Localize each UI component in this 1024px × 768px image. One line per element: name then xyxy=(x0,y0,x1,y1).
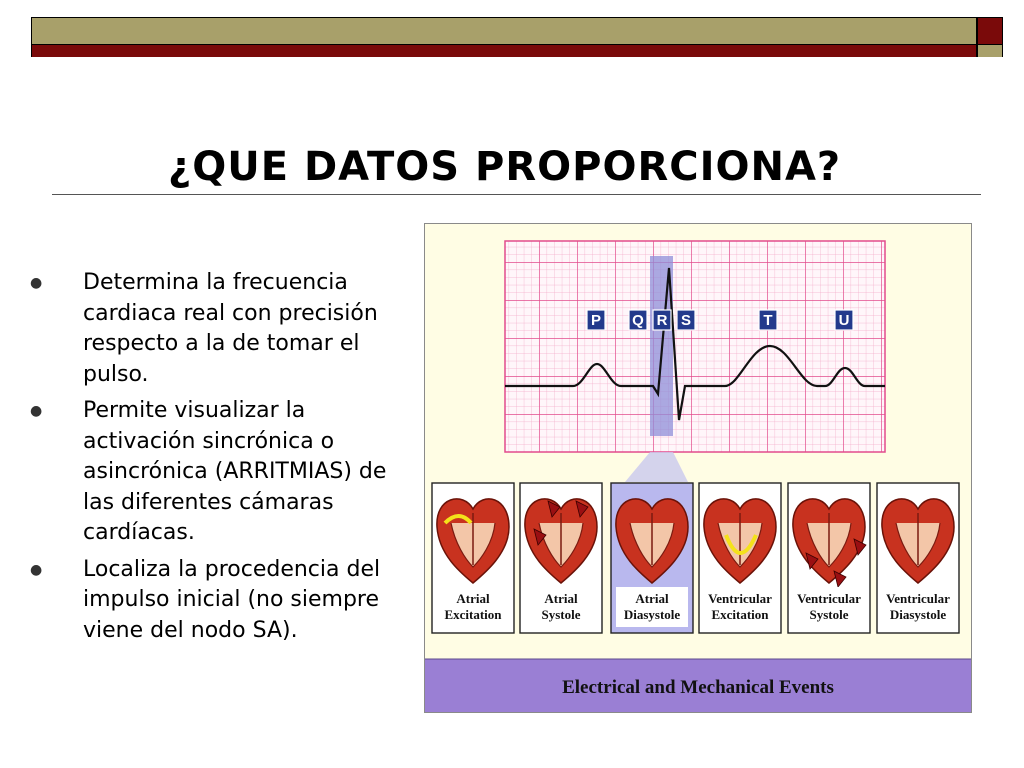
bullet-dot-icon: ● xyxy=(30,403,43,419)
panel-label-line2: Systole xyxy=(541,607,581,622)
heart-panel xyxy=(788,483,870,633)
bullet-item xyxy=(30,268,422,390)
header-olive-stripe xyxy=(32,18,976,45)
ecg-figure-svg xyxy=(425,224,971,712)
panel-label-line1: Atrial xyxy=(544,591,578,606)
bullet-text: Permite visualizar la activación sincrónica o asincrónica (ARRITMIAS) de las diferentes cámaras cardíacas. xyxy=(83,398,387,545)
wave-r-label: R xyxy=(656,312,668,329)
slide-title: ¿QUE DATOS PROPORCIONA? xyxy=(168,144,842,190)
heart-panel xyxy=(520,483,602,633)
corner-olive-stripe xyxy=(978,45,1002,57)
ecg-figure xyxy=(424,223,972,713)
heart-panel xyxy=(432,483,514,633)
bullet-item xyxy=(30,555,422,647)
panel-label-line2: Diasystole xyxy=(623,607,681,622)
panel-label-line1: Ventricular xyxy=(708,591,772,606)
heart-panel xyxy=(699,483,781,633)
heart-panel xyxy=(877,483,959,633)
wave-s-label: S xyxy=(680,312,692,329)
bullet-text: Localiza la procedencia del impulso inicial (no siempre viene del nodo SA). xyxy=(83,556,381,643)
heart-panel xyxy=(611,483,693,633)
figure-caption: Electrical and Mechanical Events xyxy=(562,677,834,698)
header-decor-band xyxy=(31,17,977,57)
heart-panels xyxy=(432,483,959,633)
corner-maroon-stripe xyxy=(978,18,1002,45)
bullet-item xyxy=(30,396,422,549)
wave-q-label: Q xyxy=(632,312,644,329)
panel-label-line2: Excitation xyxy=(444,607,502,622)
bullet-text: Determina la frecuencia cardiaca real con precisión respecto a la de tomar el pulso. xyxy=(83,270,378,387)
panel-label-line1: Atrial xyxy=(456,591,490,606)
header-maroon-stripe xyxy=(32,45,976,57)
highlight-connector xyxy=(625,452,688,482)
bullet-dot-icon: ● xyxy=(30,275,43,291)
panel-label-line1: Ventricular xyxy=(797,591,861,606)
wave-p-label: P xyxy=(590,312,602,329)
panel-label-line2: Diasystole xyxy=(889,607,947,622)
title-divider xyxy=(52,194,981,195)
panel-label-line2: Systole xyxy=(809,607,849,622)
panel-label-line2: Excitation xyxy=(711,607,769,622)
panel-label-line1: Ventricular xyxy=(886,591,950,606)
wave-u-label: U xyxy=(838,312,850,329)
header-corner-box xyxy=(977,17,1003,57)
wave-t-label: T xyxy=(763,312,773,329)
panel-label-line1: Atrial xyxy=(635,591,669,606)
bullet-list xyxy=(30,268,422,652)
ecg-grid xyxy=(505,241,885,452)
bullet-dot-icon: ● xyxy=(30,561,43,578)
